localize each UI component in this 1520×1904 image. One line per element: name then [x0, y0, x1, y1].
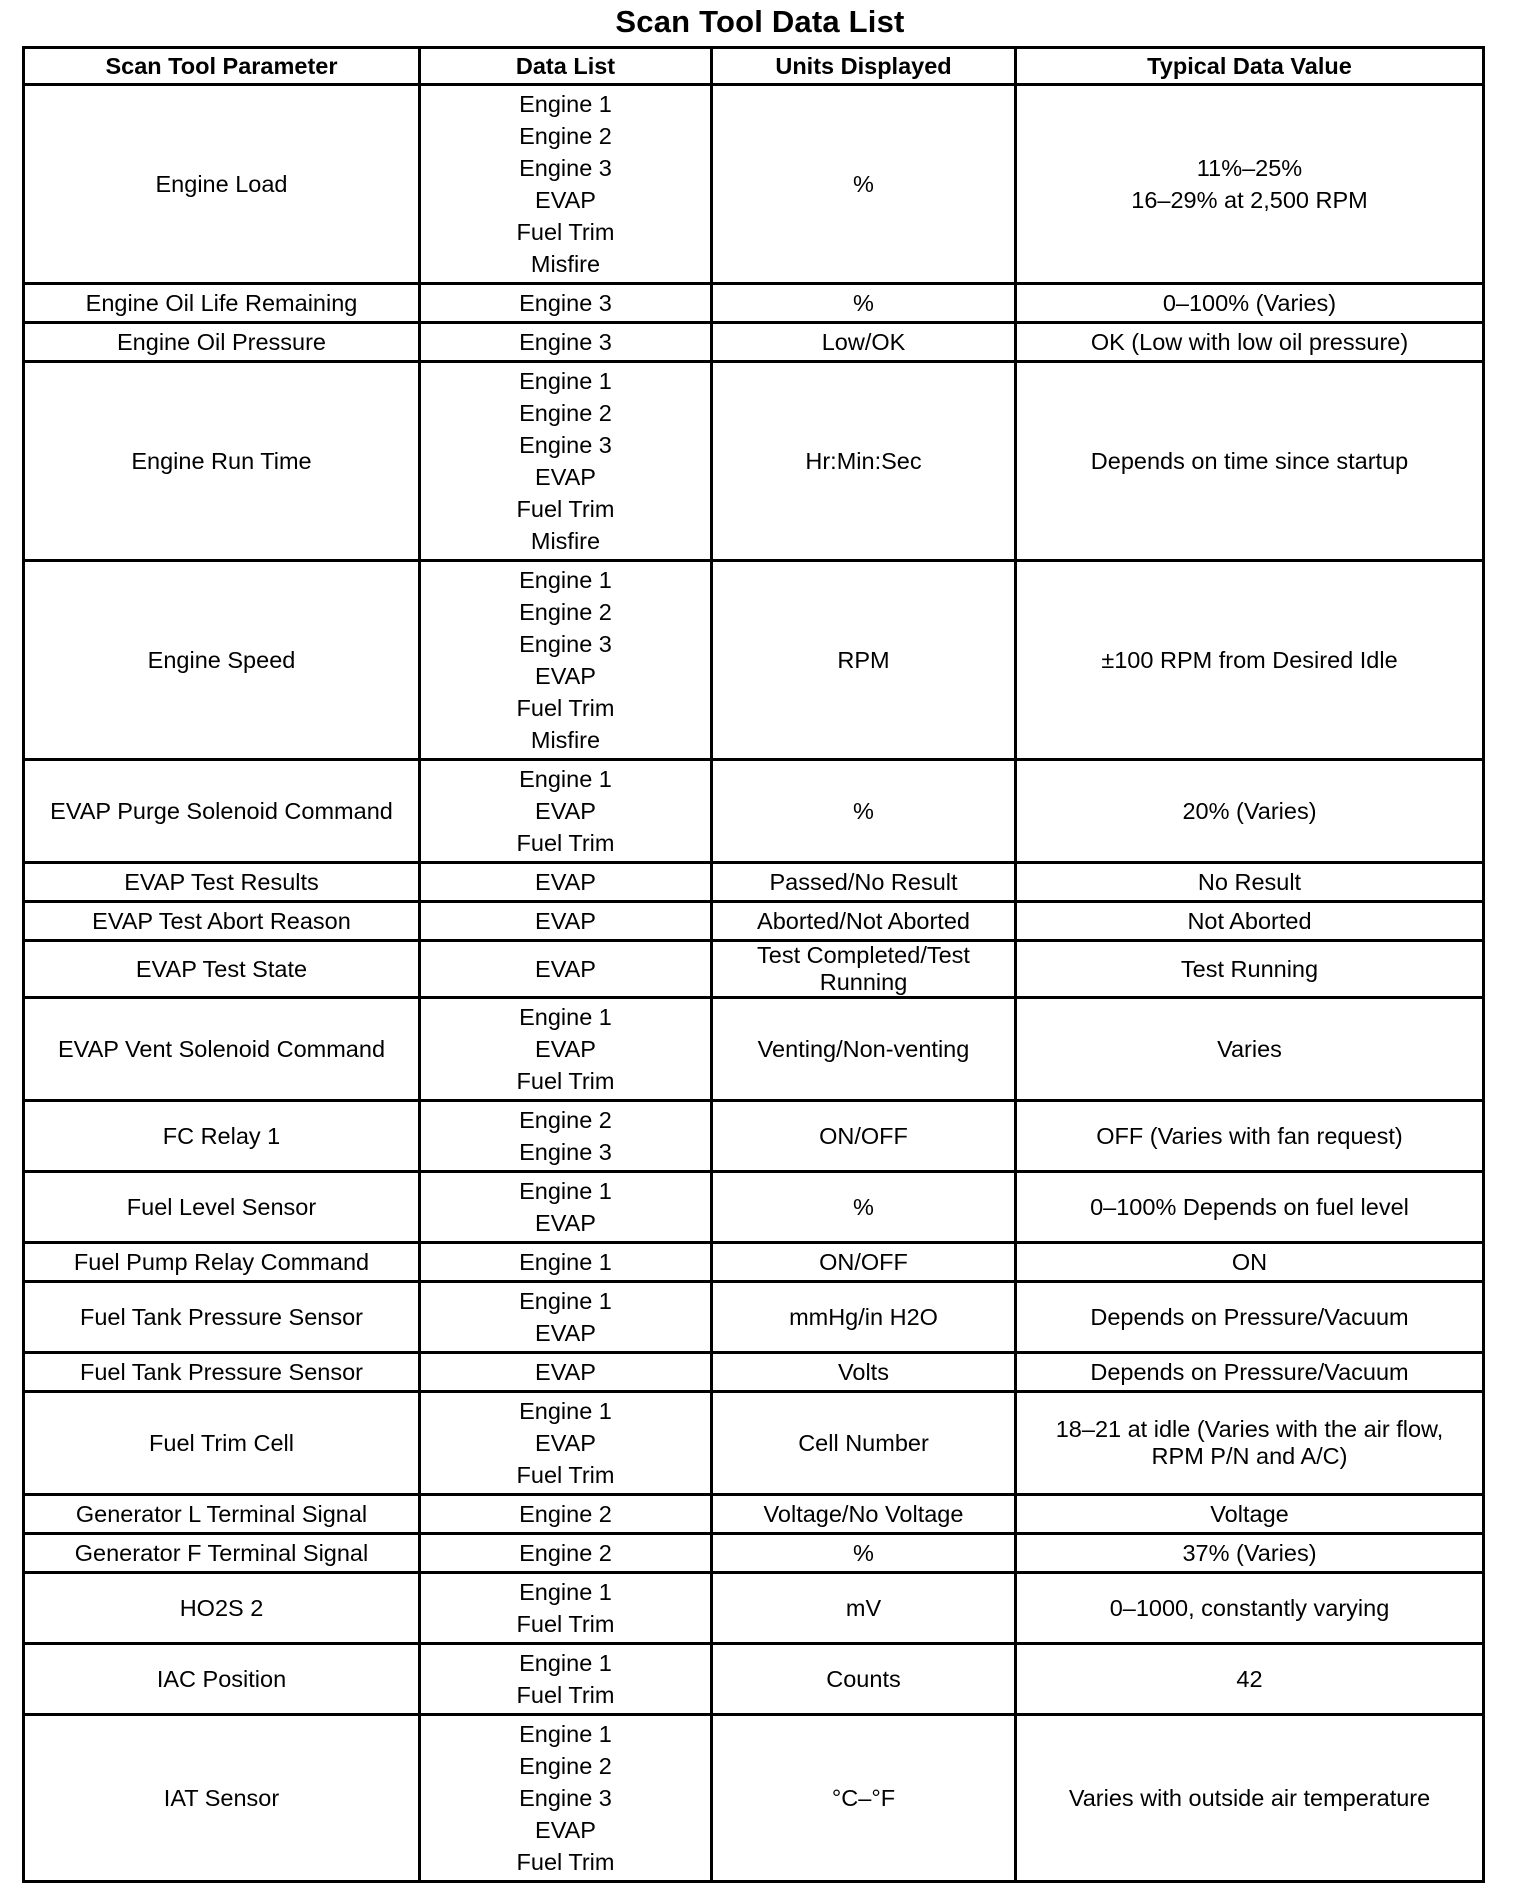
data-list-item: Engine 1 [519, 368, 612, 394]
data-list-item: EVAP [535, 1817, 596, 1843]
header-cell: Data List [420, 48, 712, 85]
typical-value-text: 20% (Varies) [1182, 798, 1317, 824]
typical-value-text: 18–21 at idle (Varies with the air flow, [1055, 1416, 1444, 1442]
typical-value-text: No Result [1197, 869, 1302, 895]
units-cell [712, 1101, 1016, 1172]
typical-value-text: ON [1231, 1249, 1268, 1275]
typical-value-cell [1016, 1534, 1484, 1573]
typical-value-cell [1016, 561, 1484, 760]
typical-value-cell [1016, 760, 1484, 863]
data-list-item: Engine 3 [519, 631, 612, 657]
parameter-cell: Generator F Terminal Signal [24, 1534, 420, 1573]
units-cell [712, 863, 1016, 902]
data-list-cell [420, 1715, 712, 1882]
units-cell [712, 561, 1016, 760]
data-list-item: Engine 2 [519, 400, 612, 426]
table-row [24, 362, 1484, 561]
units-text: Venting/Non-venting [757, 1036, 970, 1062]
data-list-item: Fuel Trim [516, 1849, 615, 1875]
units-cell [712, 1644, 1016, 1715]
parameter-cell: Engine Run Time [24, 362, 420, 561]
data-list-cell [420, 362, 712, 561]
data-list-item: Engine 2 [519, 599, 612, 625]
table-row [24, 1495, 1484, 1534]
parameter-cell: EVAP Test State [24, 941, 420, 998]
typical-value-cell [1016, 85, 1484, 284]
typical-value-text: Varies [1217, 1036, 1282, 1062]
table-row [24, 1282, 1484, 1353]
typical-value-cell [1016, 863, 1484, 902]
units-text: Running [819, 969, 908, 995]
parameter-cell: Engine Oil Pressure [24, 323, 420, 362]
data-list-cell [420, 1101, 712, 1172]
data-list-item: Fuel Trim [516, 695, 615, 721]
typical-value-cell [1016, 1495, 1484, 1534]
parameter-cell: Engine Speed [24, 561, 420, 760]
units-cell [712, 85, 1016, 284]
data-list-cell [420, 902, 712, 941]
units-cell [712, 1353, 1016, 1392]
data-list-item: EVAP [535, 1210, 596, 1236]
units-text: Passed/No Result [769, 869, 958, 895]
parameter-cell: EVAP Purge Solenoid Command [24, 760, 420, 863]
units-text: % [853, 171, 874, 197]
parameter-cell: HO2S 2 [24, 1573, 420, 1644]
parameter-cell: Fuel Tank Pressure Sensor [24, 1353, 420, 1392]
units-text: mV [845, 1595, 882, 1621]
typical-value-cell [1016, 1172, 1484, 1243]
data-list-cell [420, 1573, 712, 1644]
data-list-item: EVAP [535, 956, 596, 982]
parameter-cell: IAT Sensor [24, 1715, 420, 1882]
header-row [24, 48, 1484, 85]
header-cell: Scan Tool Parameter [24, 48, 420, 85]
data-list-item: EVAP [535, 908, 596, 934]
data-list-item: EVAP [535, 1036, 596, 1062]
typical-value-cell [1016, 902, 1484, 941]
parameter-cell: FC Relay 1 [24, 1101, 420, 1172]
units-cell [712, 362, 1016, 561]
units-text: Volts [838, 1359, 889, 1385]
data-list-item: Fuel Trim [516, 1682, 615, 1708]
table-row [24, 1715, 1484, 1882]
units-cell [712, 760, 1016, 863]
data-list-item: Engine 2 [519, 123, 612, 149]
typical-value-text: Depends on Pressure/Vacuum [1090, 1304, 1409, 1330]
data-list-item: Engine 2 [519, 1107, 612, 1133]
table-row [24, 323, 1484, 362]
data-list-cell [420, 1534, 712, 1573]
data-list-item: EVAP [535, 1320, 596, 1346]
data-list-cell [420, 561, 712, 760]
units-cell [712, 902, 1016, 941]
data-list-item: Fuel Trim [516, 1611, 615, 1637]
units-cell [712, 1495, 1016, 1534]
typical-value-text: 0–100% (Varies) [1162, 290, 1337, 316]
scan-tool-data-table [22, 46, 1485, 1883]
parameter-cell: IAC Position [24, 1644, 420, 1715]
data-list-item: Engine 1 [519, 1721, 612, 1747]
table-body [24, 85, 1484, 1882]
typical-value-cell [1016, 323, 1484, 362]
table-row [24, 1243, 1484, 1282]
data-list-item: EVAP [535, 798, 596, 824]
typical-value-cell [1016, 362, 1484, 561]
table-row [24, 85, 1484, 284]
typical-value-text: 42 [1236, 1666, 1263, 1692]
data-list-item: Engine 1 [519, 1178, 612, 1204]
data-list-item: Engine 2 [519, 1540, 612, 1566]
data-list-item: Engine 1 [519, 1650, 612, 1676]
data-list-item: Fuel Trim [516, 830, 615, 856]
typical-value-text: RPM P/N and A/C) [1151, 1443, 1348, 1469]
header-cell: Typical Data Value [1016, 48, 1484, 85]
units-text: mmHg/in H2O [789, 1304, 938, 1330]
table-row [24, 1392, 1484, 1495]
units-text: % [853, 798, 874, 824]
typical-value-text: 0–100% Depends on fuel level [1090, 1194, 1409, 1220]
parameter-cell: Fuel Level Sensor [24, 1172, 420, 1243]
parameter-cell: EVAP Test Results [24, 863, 420, 902]
data-list-cell [420, 284, 712, 323]
data-list-cell [420, 1392, 712, 1495]
units-cell [712, 941, 1016, 998]
parameter-cell: Fuel Tank Pressure Sensor [24, 1282, 420, 1353]
parameter-cell: Generator L Terminal Signal [24, 1495, 420, 1534]
typical-value-cell [1016, 1243, 1484, 1282]
table-row [24, 998, 1484, 1101]
typical-value-cell [1016, 941, 1484, 998]
units-text: Cell Number [798, 1430, 929, 1456]
typical-value-text: Not Aborted [1187, 908, 1312, 934]
units-text: ON/OFF [819, 1123, 908, 1149]
data-list-cell [420, 1282, 712, 1353]
data-list-item: Engine 2 [519, 1501, 612, 1527]
typical-value-text: Depends on time since startup [1090, 448, 1409, 474]
typical-value-text: OFF (Varies with fan request) [1096, 1123, 1403, 1149]
units-cell [712, 284, 1016, 323]
units-cell [712, 998, 1016, 1101]
units-text: % [853, 1194, 874, 1220]
typical-value-cell [1016, 1101, 1484, 1172]
parameter-cell: EVAP Vent Solenoid Command [24, 998, 420, 1101]
data-list-item: Engine 1 [519, 1579, 612, 1605]
typical-value-text: 11%–25% [1196, 155, 1303, 181]
data-list-item: Misfire [530, 528, 601, 554]
units-cell [712, 1715, 1016, 1882]
data-list-item: Engine 3 [519, 329, 612, 355]
table-row [24, 863, 1484, 902]
data-list-item: EVAP [535, 187, 596, 213]
data-list-item: Engine 1 [519, 91, 612, 117]
typical-value-cell [1016, 1282, 1484, 1353]
data-list-item: Engine 3 [519, 155, 612, 181]
table-row [24, 561, 1484, 760]
typical-value-cell [1016, 1644, 1484, 1715]
typical-value-cell [1016, 1392, 1484, 1495]
data-list-cell [420, 760, 712, 863]
parameter-cell: Engine Load [24, 85, 420, 284]
data-list-item: Engine 1 [519, 1398, 612, 1424]
typical-value-text: 16–29% at 2,500 RPM [1131, 187, 1368, 213]
units-cell [712, 1392, 1016, 1495]
data-list-cell [420, 941, 712, 998]
units-cell [712, 1282, 1016, 1353]
data-list-item: Fuel Trim [516, 219, 615, 245]
typical-value-text: 0–1000, constantly varying [1109, 1595, 1390, 1621]
parameter-cell: Fuel Pump Relay Command [24, 1243, 420, 1282]
data-list-item: Fuel Trim [516, 1462, 615, 1488]
units-text: Hr:Min:Sec [805, 448, 922, 474]
data-list-cell [420, 323, 712, 362]
page-title: Scan Tool Data List [615, 4, 905, 39]
data-list-item: EVAP [535, 869, 596, 895]
data-list-item: Engine 3 [519, 1139, 612, 1165]
table-row [24, 1644, 1484, 1715]
parameter-cell: Fuel Trim Cell [24, 1392, 420, 1495]
units-text: ON/OFF [819, 1249, 908, 1275]
data-list-item: Engine 1 [519, 567, 612, 593]
data-list-item: Engine 3 [519, 432, 612, 458]
typical-value-cell [1016, 1353, 1484, 1392]
data-list-item: Engine 1 [519, 766, 612, 792]
header-cell: Units Displayed [712, 48, 1016, 85]
typical-value-cell [1016, 284, 1484, 323]
data-list-item: EVAP [535, 1359, 596, 1385]
units-cell [712, 1172, 1016, 1243]
data-list-item: Engine 3 [519, 290, 612, 316]
table-row [24, 1353, 1484, 1392]
typical-value-text: Voltage [1210, 1501, 1289, 1527]
data-list-item: Misfire [530, 727, 601, 753]
table-row [24, 1573, 1484, 1644]
typical-value-cell [1016, 1715, 1484, 1882]
data-list-cell [420, 1353, 712, 1392]
data-list-item: Engine 2 [519, 1753, 612, 1779]
data-list-cell [420, 1644, 712, 1715]
parameter-cell: Engine Oil Life Remaining [24, 284, 420, 323]
units-text: % [853, 290, 874, 316]
data-list-item: Misfire [530, 251, 601, 277]
table-row [24, 1172, 1484, 1243]
typical-value-cell [1016, 1573, 1484, 1644]
table-row [24, 284, 1484, 323]
data-list-item: Fuel Trim [516, 496, 615, 522]
data-list-item: EVAP [535, 1430, 596, 1456]
units-cell [712, 323, 1016, 362]
units-cell [712, 1573, 1016, 1644]
typical-value-cell [1016, 998, 1484, 1101]
data-list-cell [420, 1172, 712, 1243]
table-row [24, 902, 1484, 941]
typical-value-text: Varies with outside air temperature [1068, 1785, 1431, 1811]
units-text: Voltage/No Voltage [763, 1501, 964, 1527]
data-list-item: Fuel Trim [516, 1068, 615, 1094]
typical-value-text: Test Running [1180, 956, 1319, 982]
typical-value-text: ±100 RPM from Desired Idle [1101, 647, 1398, 673]
table-row [24, 1101, 1484, 1172]
data-list-cell [420, 863, 712, 902]
table-row [24, 1534, 1484, 1573]
data-list-item: Engine 1 [519, 1288, 612, 1314]
typical-value-text: 37% (Varies) [1182, 1540, 1317, 1566]
data-list-cell [420, 85, 712, 284]
units-cell [712, 1534, 1016, 1573]
data-list-item: EVAP [535, 663, 596, 689]
data-list-cell [420, 1495, 712, 1534]
typical-value-text: OK (Low with low oil pressure) [1090, 329, 1409, 355]
data-list-cell [420, 998, 712, 1101]
data-list-cell [420, 1243, 712, 1282]
units-text: °C–°F [831, 1785, 896, 1811]
units-text: % [853, 1540, 874, 1566]
typical-value-text: Depends on Pressure/Vacuum [1090, 1359, 1409, 1385]
units-text: Low/OK [821, 329, 906, 355]
data-list-item: Engine 1 [519, 1004, 612, 1030]
data-list-item: EVAP [535, 464, 596, 490]
data-list-item: Engine 3 [519, 1785, 612, 1811]
table-row [24, 760, 1484, 863]
units-text: RPM [837, 647, 890, 673]
data-list-item: Engine 1 [519, 1249, 612, 1275]
table-row [24, 941, 1484, 998]
units-text: Test Completed/Test [757, 942, 970, 968]
units-text: Counts [826, 1666, 901, 1692]
parameter-cell: EVAP Test Abort Reason [24, 902, 420, 941]
units-cell [712, 1243, 1016, 1282]
units-text: Aborted/Not Aborted [757, 908, 970, 934]
